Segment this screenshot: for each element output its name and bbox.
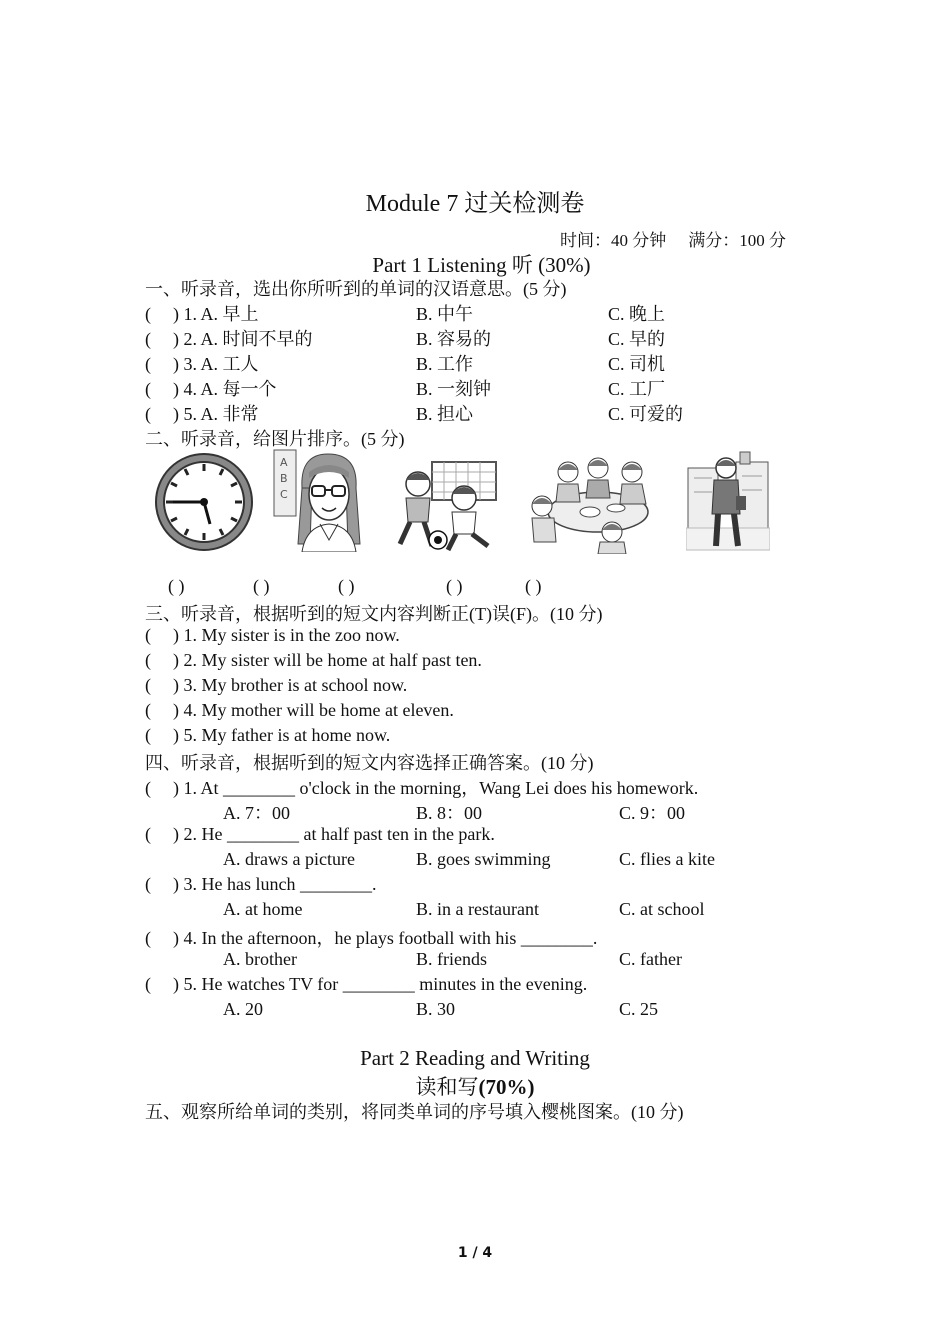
part1-heading: Part 1 Listening 听 (30%)	[372, 253, 591, 277]
sec4-question-2: ( ) 2. He ________ at half past ten in the park.	[145, 824, 495, 844]
sec4-option-c: C. flies a kite	[619, 849, 715, 869]
page-title: Module 7 过关检测卷	[365, 191, 585, 217]
sec1-option-c: C. 可爱的	[608, 404, 684, 424]
sec4-option-a: A. brother	[223, 949, 297, 969]
sec3-item-4: ( ) 4. My mother will be home at eleven.	[145, 700, 454, 720]
part2-heading: Part 2 Reading and Writing	[360, 1046, 590, 1070]
time-limit: 时间：40 分钟	[560, 231, 667, 250]
sec3-item-5: ( ) 5. My father is at home now.	[145, 725, 391, 745]
sec4-question-1: ( ) 1. At ________ o'clock in the morning，Wang Lei does his homework.	[145, 778, 699, 798]
sec2-instruction: 二、听录音，给图片排序。(5 分)	[145, 429, 405, 449]
walking-home-picture	[686, 448, 770, 552]
sec3-item-3: ( ) 3. My brother is at school now.	[145, 675, 408, 695]
exam-meta	[560, 226, 786, 251]
sec1-item-4: ( ) 4. A. 每一个	[145, 379, 277, 399]
sec2-blank-3[interactable]: ( )	[338, 576, 355, 596]
sec1-option-c: C. 工厂	[608, 379, 666, 399]
sec3-instruction: 三、听录音，根据听到的短文内容判断正(T)误(F)。(10 分)	[145, 604, 603, 624]
sec1-item-1: ( ) 1. A. 早上	[145, 304, 259, 324]
clock-picture	[152, 450, 256, 554]
sec2-blank-5[interactable]: ( )	[525, 576, 542, 596]
sec1-item-5: ( ) 5. A. 非常	[145, 404, 259, 424]
sec4-option-c: C. 9：00	[619, 803, 686, 823]
sec1-item-2: ( ) 2. A. 时间不早的	[145, 329, 313, 349]
sec5-instruction: 五、观察所给单词的类别，将同类单词的序号填入樱桃图案。(10 分)	[145, 1102, 684, 1122]
sec4-question-3: ( ) 3. He has lunch ________.	[145, 874, 377, 894]
sec1-option-c: C. 早的	[608, 329, 666, 349]
page-number: 1 / 4	[457, 1245, 493, 1261]
sec2-blank-1[interactable]: ( )	[168, 576, 185, 596]
sec3-item-2: ( ) 2. My sister will be home at half past ten.	[145, 650, 482, 670]
family-dinner-picture	[528, 456, 664, 554]
sec3-item-1: ( ) 1. My sister is in the zoo now.	[145, 625, 400, 645]
svg-text:C: C	[280, 488, 288, 501]
sec4-option-b: B. friends	[416, 949, 487, 969]
sec4-option-b: B. in a restaurant	[416, 899, 539, 919]
teacher-picture	[272, 448, 370, 552]
sec1-item-3: ( ) 3. A. 工人	[145, 354, 259, 374]
sec1-option-b: B. 工作	[416, 354, 474, 374]
sec4-option-a: A. at home	[223, 899, 303, 919]
sec4-option-c: C. at school	[619, 899, 705, 919]
sec4-option-a: A. 7：00	[223, 803, 290, 823]
svg-text:B: B	[280, 472, 288, 485]
sec1-option-b: B. 中午	[416, 304, 474, 324]
sec4-question-5: ( ) 5. He watches TV for ________ minutes in the evening.	[145, 974, 588, 994]
sec4-option-a: A. 20	[223, 999, 263, 1019]
full-score: 满分：100 分	[688, 231, 786, 250]
svg-text:A: A	[280, 456, 288, 469]
sec4-option-b: B. 8：00	[416, 803, 483, 823]
sec2-blank-4[interactable]: ( )	[446, 576, 463, 596]
sec4-question-4: ( ) 4. In the afternoon，he plays football with his ________.	[145, 928, 598, 948]
sec2-blank-2[interactable]: ( )	[253, 576, 270, 596]
sec4-option-a: A. draws a picture	[223, 849, 355, 869]
sec1-option-b: B. 容易的	[416, 329, 492, 349]
part2-subheading: 读和写(70%)	[415, 1075, 535, 1099]
sec1-option-c: C. 晚上	[608, 304, 666, 324]
sec1-instruction: 一、听录音，选出你所听到的单词的汉语意思。(5 分)	[145, 279, 567, 299]
football-picture	[392, 458, 502, 554]
sec1-option-b: B. 担心	[416, 404, 474, 424]
sec4-option-b: B. 30	[416, 999, 456, 1019]
sec4-option-c: C. 25	[619, 999, 659, 1019]
sec1-option-c: C. 司机	[608, 354, 666, 374]
sec1-option-b: B. 一刻钟	[416, 379, 492, 399]
sec4-option-c: C. father	[619, 949, 682, 969]
sec4-instruction: 四、听录音，根据听到的短文内容选择正确答案。(10 分)	[145, 753, 594, 773]
sec4-option-b: B. goes swimming	[416, 849, 551, 869]
